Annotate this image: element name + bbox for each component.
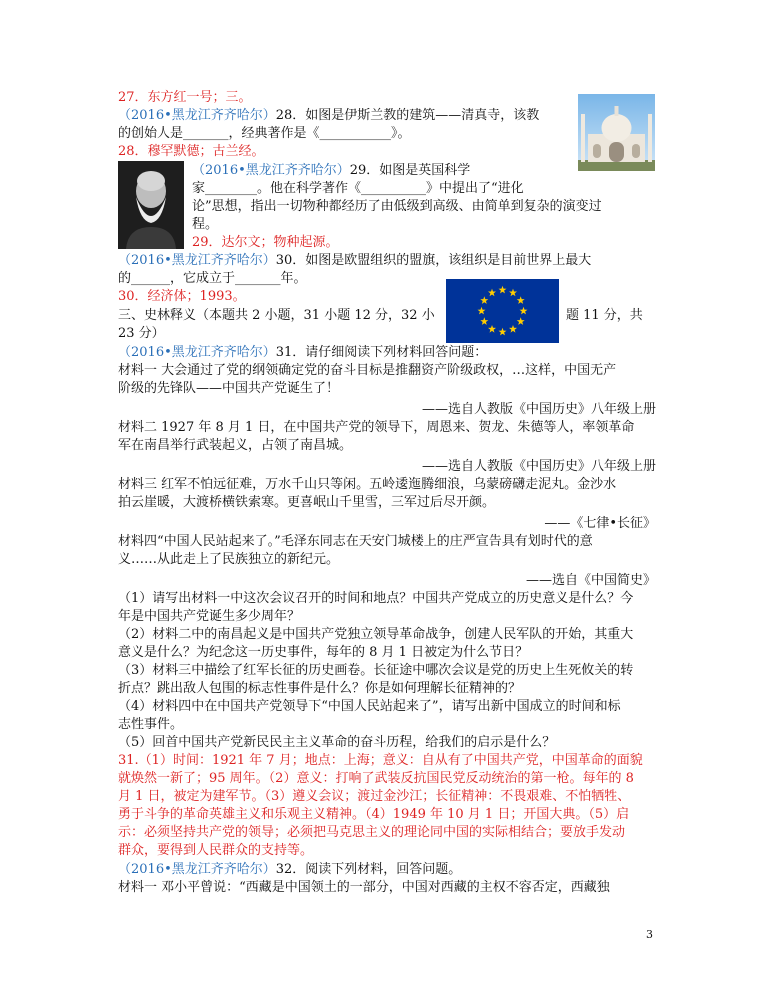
eu-flag-star bbox=[520, 307, 528, 315]
eu-flag-star bbox=[499, 328, 507, 336]
q29-answer: 29．达尔文；物种起源。 bbox=[192, 235, 339, 250]
section3-line1b: 题 11 分，共 bbox=[566, 308, 643, 323]
q31-material4-line2: 义……从此走上了民族独立的新纪元。 bbox=[118, 552, 340, 567]
q31-material2-line1: 材料二 1927 年 8 月 1 日，在中国共产党的领导下，周恩来、贺龙、朱德等人，率领革命 bbox=[118, 420, 635, 435]
q27-answer: 27．东方红一号；三。 bbox=[118, 90, 252, 105]
eu-flag-star bbox=[480, 296, 488, 304]
q30-answer: 30．经济体；1993。 bbox=[118, 289, 246, 304]
q32-material1-line1: 材料一 邓小平曾说：“西藏是中国领土的一部分，中国对西藏的主权不容否定，西藏独 bbox=[118, 880, 610, 895]
q31-answer-line6: 群众，要得到人民群众的支持等。 bbox=[118, 843, 314, 858]
q28-line1: （2016•黑龙江齐齐哈尔）28．如图是伊斯兰教的建筑——清真寺，该教 bbox=[118, 108, 540, 123]
q31-subquestion1-line2: 年是中国共产党诞生多少周年？ bbox=[118, 609, 301, 624]
q31-material1-line1: 材料一 大会通过了党的纲领确定党的奋斗目标是推翻资产阶级政权，…这样，中国无产 bbox=[118, 363, 617, 378]
q31-subquestion3-line2: 折点？跳出敌人包围的标志性事件是什么？你是如何理解长征精神的？ bbox=[118, 681, 522, 696]
q31-subquestion5: （5）回首中国共产党新民民主主义革命的奋斗历程，给我们的启示是什么？ bbox=[118, 735, 556, 750]
q31-source: （2016•黑龙江齐齐哈尔） bbox=[118, 345, 276, 360]
q29-line1: （2016•黑龙江齐齐哈尔）29．如图是英国科学 bbox=[192, 163, 471, 178]
q29-source: （2016•黑龙江齐齐哈尔） bbox=[192, 163, 350, 178]
q29-line4: 程。 bbox=[192, 217, 219, 232]
q31-subquestion4-line2: 志性事件。 bbox=[118, 717, 184, 732]
eu-flag-star bbox=[480, 317, 488, 325]
q28-line2: 的创始人是_______，经典著作是《___________》。 bbox=[118, 126, 411, 141]
q31-answer-line2: 就焕然一新了；95 周年。（2）意义：打响了武装反抗国民党反动统治的第一枪。每年的 8 bbox=[118, 771, 634, 786]
q31-subquestion2-line2: 意义是什么？为纪念这一历史事件，每年的 8 月 1 日被定为什么节日？ bbox=[118, 645, 529, 660]
q31-subquestion4-line1: （4）材料四中在中国共产党领导下“中国人民站起来了”，请写出新中国成立的时间和标 bbox=[118, 699, 621, 714]
eu-flag-star bbox=[509, 289, 517, 297]
section3-line1a: 三、史林释义（本题共 2 小题，31 小题 12 分，32 小 bbox=[118, 308, 435, 323]
q30-source: （2016•黑龙江齐齐哈尔） bbox=[118, 253, 276, 268]
q31-intro: （2016•黑龙江齐齐哈尔）31．请仔细阅读下列材料回答问题： bbox=[118, 345, 488, 360]
mosque-image bbox=[578, 94, 655, 171]
q31-material1-source: ——选自人教版《中国历史》八年级上册 bbox=[421, 402, 656, 417]
q31-subquestion3-line1: （3）材料三中描绘了红军长征的历史画卷。长征途中哪次会议是党的历史上生死攸关的转 bbox=[118, 663, 634, 678]
q31-material3-line1: 材料三 红军不怕远征难，万水千山只等闲。五岭逶迤腾细浪，乌蒙磅礴走泥丸。金沙水 bbox=[118, 477, 617, 492]
q31-material4-source: ——选自《中国简史》 bbox=[525, 573, 656, 588]
q31-material4-line1: 材料四“中国人民站起来了。”毛泽东同志在天安门城楼上的庄严宣告具有划时代的意 bbox=[118, 534, 593, 549]
q31-material2-line2: 军在南昌举行武装起义，占领了南昌城。 bbox=[118, 438, 353, 453]
darwin-portrait-image bbox=[118, 161, 184, 249]
eu-flag-stars bbox=[446, 279, 559, 343]
q29-line2: 家________。他在科学著作《__________》中提出了“进化 bbox=[192, 181, 524, 196]
q31-subquestion2-line1: （2）材料二中的南昌起义是中国共产党独立领导革命战争，创建人民军队的开始，其重大 bbox=[118, 627, 634, 642]
q31-answer-line3: 月 1 日，被定为建军节。（3）遵义会议；渡过金沙江；长征精神：不畏艰难、不怕牺牲、 bbox=[118, 789, 631, 804]
eu-flag-star bbox=[517, 317, 525, 325]
eu-flag-star bbox=[488, 325, 496, 333]
q31-material3-line2: 拍云崖暖，大渡桥横铁索寒。更喜岷山千里雪，三军过后尽开颜。 bbox=[118, 495, 496, 510]
page-number: 3 bbox=[646, 928, 653, 941]
section3-line2: 23 分） bbox=[118, 326, 165, 341]
eu-flag-image bbox=[446, 279, 559, 343]
q31-answer-line1: 31.（1）时间：1921 年 7 月；地点：上海；意义：自从有了中国共产党，中国革命的面貌 bbox=[118, 753, 643, 768]
q32-source: （2016•黑龙江齐齐哈尔） bbox=[118, 862, 276, 877]
q31-material1-line2: 阶级的先锋队——中国共产党诞生了！ bbox=[118, 381, 340, 396]
q31-material2-source: ——选自人教版《中国历史》八年级上册 bbox=[421, 459, 656, 474]
q31-answer-line4: 勇于斗争的革命英雄主义和乐观主义精神。（4）1949 年 10 月 1 日；开国大典。（5）启 bbox=[118, 807, 630, 822]
eu-flag-star bbox=[478, 307, 486, 315]
eu-flag-star bbox=[488, 289, 496, 297]
q28-source: （2016•黑龙江齐齐哈尔） bbox=[118, 108, 276, 123]
q31-answer-line5: 示：必须坚持共产党的领导；必须把马克思主义的理论同中国的实际相结合；要放手发动 bbox=[118, 825, 626, 840]
q31-material3-source: ——《七律•长征》 bbox=[544, 516, 656, 531]
eu-flag-star bbox=[517, 296, 525, 304]
q32-intro: （2016•黑龙江齐齐哈尔）32．阅读下列材料，回答问题。 bbox=[118, 862, 462, 877]
q30-line2: 的______，它成立于_______年。 bbox=[118, 271, 307, 286]
q28-answer: 28．穆罕默德；古兰经。 bbox=[118, 144, 265, 159]
q30-line1: （2016•黑龙江齐齐哈尔）30．如图是欧盟组织的盟旗，该组织是目前世界上最大 bbox=[118, 253, 592, 268]
q29-line3: 论”思想，指出一切物种都经历了由低级到高级、由简单到复杂的演变过 bbox=[192, 199, 602, 214]
eu-flag-star bbox=[509, 325, 517, 333]
q31-subquestion1-line1: （1）请写出材料一中这次会议召开的时间和地点？中国共产党成立的历史意义是什么？今 bbox=[118, 591, 634, 606]
eu-flag-star bbox=[499, 286, 507, 294]
